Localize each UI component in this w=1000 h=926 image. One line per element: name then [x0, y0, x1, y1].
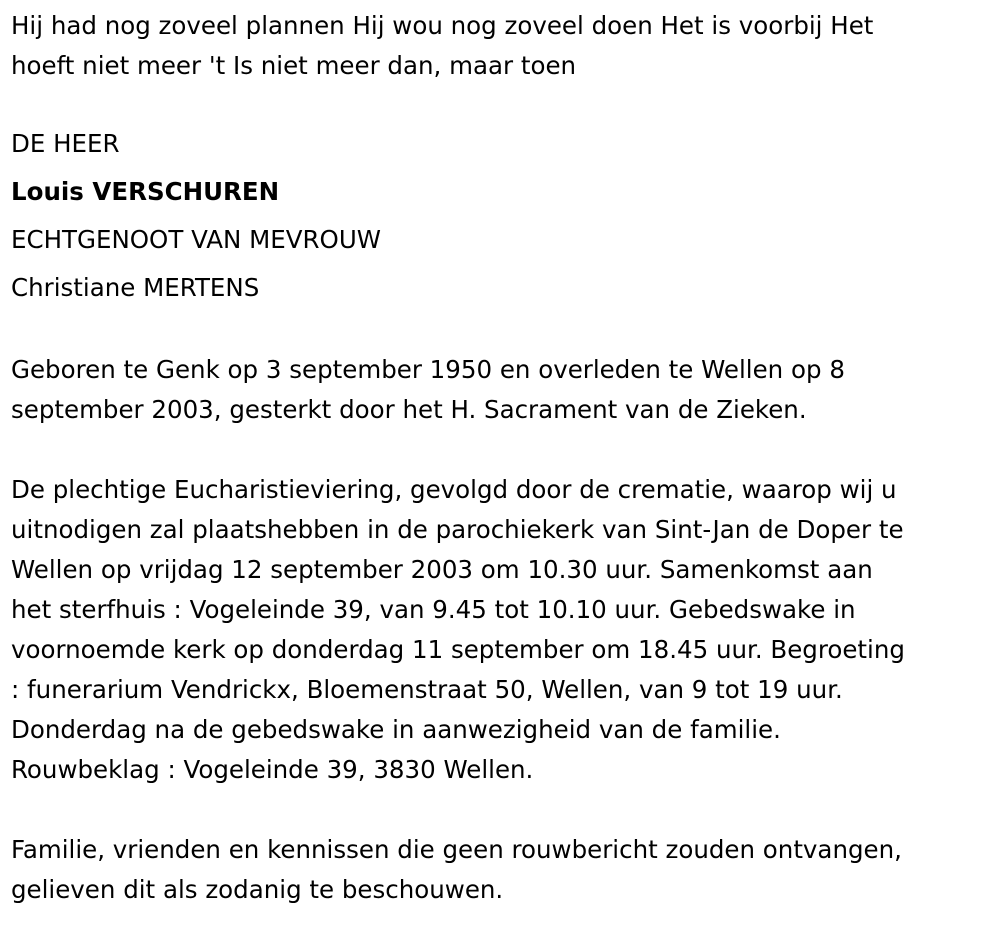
spacer — [11, 312, 988, 350]
birth-line: september 2003, gesterkt door het H. Sacrament van de Zieken. — [11, 395, 807, 424]
ceremony-line: De plechtige Eucharistieviering, gevolgd door de crematie, waarop wij u — [11, 475, 897, 504]
intro-line: Hij had nog zoveel plannen Hij wou nog zoveel doen Het is voorbij Het — [11, 11, 874, 40]
ceremony-line: Rouwbeklag : Vogeleinde 39, 3830 Wellen. — [11, 755, 534, 784]
title-prefix: DE HEER — [11, 129, 120, 158]
closing-paragraph — [11, 830, 988, 910]
deceased-header — [11, 120, 988, 312]
ceremony-line: Wellen op vrijdag 12 september 2003 om 10.30 uur. Samenkomst aan — [11, 555, 873, 584]
intro-line: hoeft niet meer 't Is niet meer dan, maar toen — [11, 51, 577, 80]
spouse-label: ECHTGENOOT VAN MEVROUW — [11, 225, 382, 254]
ceremony-line: Donderdag na de gebedswake in aanwezigheid van de familie. — [11, 715, 781, 744]
ceremony-line: het sterfhuis : Vogeleinde 39, van 9.45 tot 10.10 uur. Gebedswake in — [11, 595, 856, 624]
ceremony-line: uitnodigen zal plaatshebben in de parochiekerk van Sint-Jan de Doper te — [11, 515, 904, 544]
spacer — [11, 430, 988, 470]
closing-line: Familie, vrienden en kennissen die geen rouwbericht zouden ontvangen, — [11, 835, 902, 864]
ceremony-line: : funerarium Vendrickx, Bloemenstraat 50, Wellen, van 9 tot 19 uur. — [11, 675, 843, 704]
ceremony-line: voornoemde kerk op donderdag 11 september om 18.45 uur. Begroeting — [11, 635, 905, 664]
spacer — [11, 790, 988, 830]
birth-death-paragraph — [11, 350, 988, 430]
intro-poem — [11, 6, 988, 86]
closing-line: gelieven dit als zodanig te beschouwen. — [11, 875, 504, 904]
spouse-name: Christiane MERTENS — [11, 273, 260, 302]
birth-line: Geboren te Genk op 3 september 1950 en overleden te Wellen op 8 — [11, 355, 845, 384]
deceased-name: Louis VERSCHUREN — [11, 177, 280, 206]
ceremony-paragraph — [11, 470, 988, 790]
